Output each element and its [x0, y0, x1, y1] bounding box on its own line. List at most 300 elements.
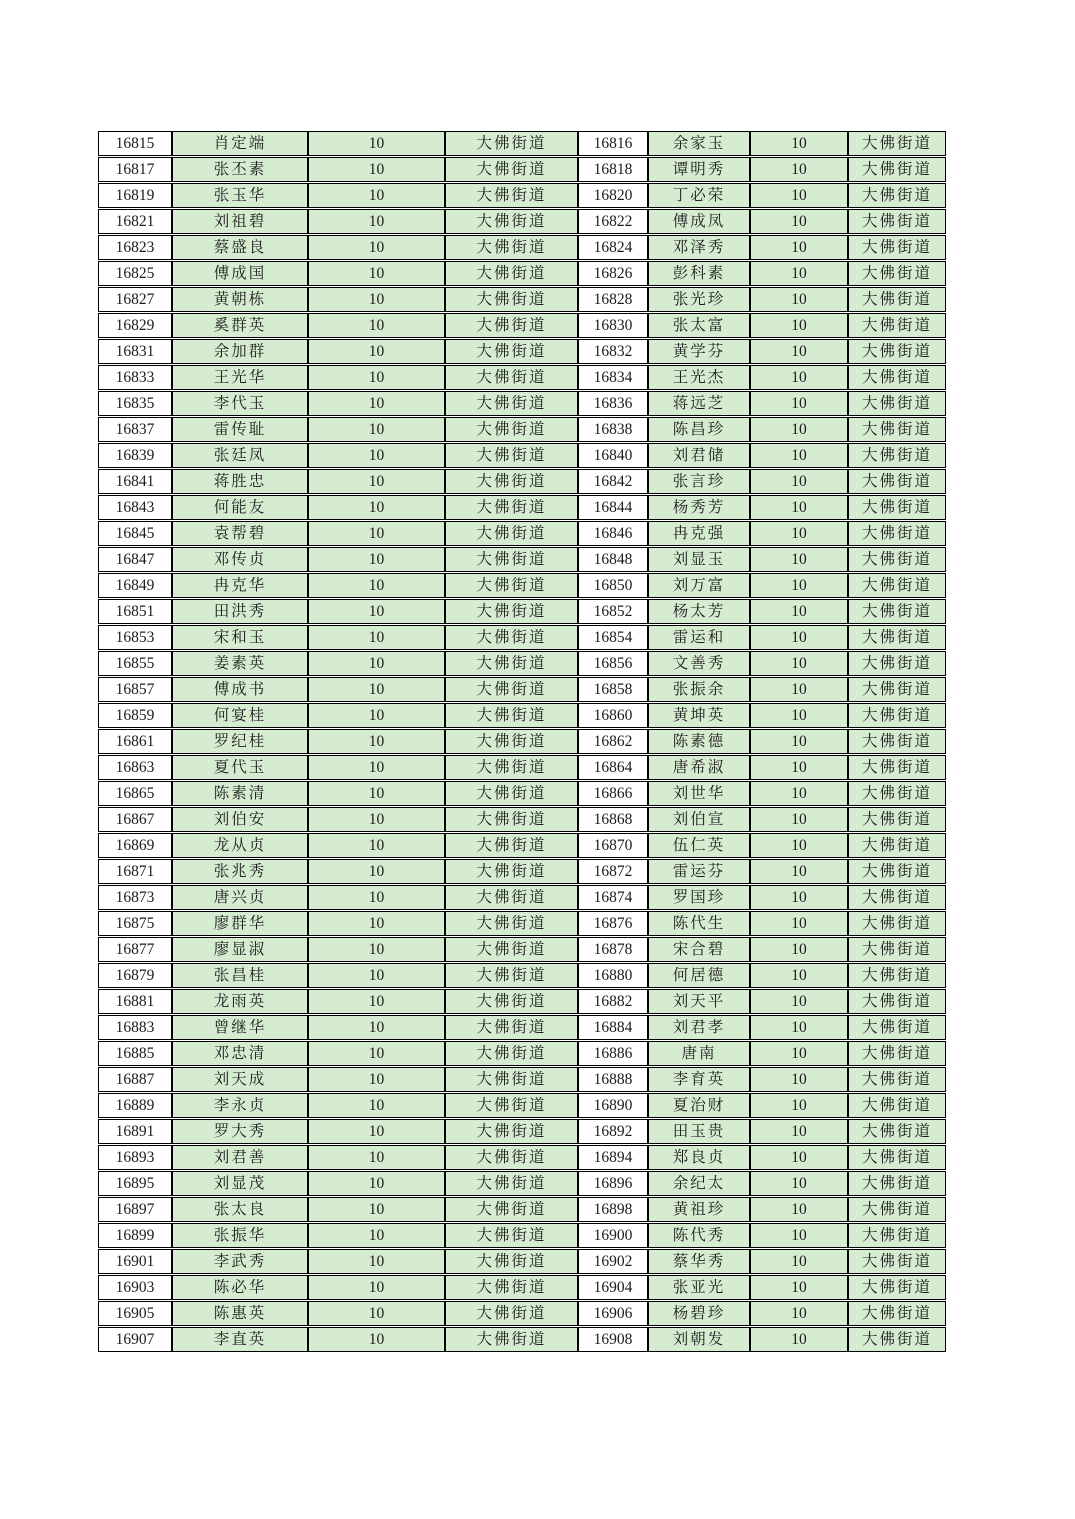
serial-cell-left: 16831 — [98, 339, 172, 364]
quantity-cell-right: 10 — [750, 1327, 848, 1352]
table-row — [98, 235, 946, 260]
serial-cell-right: 16832 — [578, 339, 648, 364]
table-row — [98, 885, 946, 910]
table-row — [98, 859, 946, 884]
roster-table-body — [98, 131, 946, 1352]
name-cell-right: 彭科素 — [648, 261, 750, 286]
table-row — [98, 1145, 946, 1170]
quantity-cell-right: 10 — [750, 1275, 848, 1300]
quantity-cell-left: 10 — [308, 469, 445, 494]
quantity-cell-right: 10 — [750, 729, 848, 754]
street-cell-left: 大佛街道 — [445, 157, 578, 182]
quantity-cell-left: 10 — [308, 963, 445, 988]
name-cell-right: 张光珍 — [648, 287, 750, 312]
serial-cell-left: 16843 — [98, 495, 172, 520]
name-cell-right: 张振余 — [648, 677, 750, 702]
street-cell-left: 大佛街道 — [445, 703, 578, 728]
name-cell-right: 雷运和 — [648, 625, 750, 650]
serial-cell-right: 16870 — [578, 833, 648, 858]
street-cell-right: 大佛街道 — [848, 807, 946, 832]
table-row — [98, 157, 946, 182]
name-cell-left: 张廷凤 — [172, 443, 308, 468]
quantity-cell-left: 10 — [308, 1249, 445, 1274]
name-cell-left: 张太良 — [172, 1197, 308, 1222]
serial-cell-right: 16908 — [578, 1327, 648, 1352]
quantity-cell-left: 10 — [308, 417, 445, 442]
name-cell-right: 田玉贵 — [648, 1119, 750, 1144]
street-cell-right: 大佛街道 — [848, 1041, 946, 1066]
name-cell-left: 陈必华 — [172, 1275, 308, 1300]
name-cell-right: 杨碧珍 — [648, 1301, 750, 1326]
serial-cell-left: 16885 — [98, 1041, 172, 1066]
name-cell-right: 陈代生 — [648, 911, 750, 936]
quantity-cell-right: 10 — [750, 209, 848, 234]
quantity-cell-left: 10 — [308, 1015, 445, 1040]
quantity-cell-right: 10 — [750, 703, 848, 728]
serial-cell-right: 16874 — [578, 885, 648, 910]
serial-cell-left: 16891 — [98, 1119, 172, 1144]
table-row — [98, 391, 946, 416]
serial-cell-right: 16906 — [578, 1301, 648, 1326]
name-cell-left: 李直英 — [172, 1327, 308, 1352]
name-cell-right: 刘天平 — [648, 989, 750, 1014]
name-cell-right: 伍仁英 — [648, 833, 750, 858]
serial-cell-right: 16902 — [578, 1249, 648, 1274]
quantity-cell-left: 10 — [308, 989, 445, 1014]
table-row — [98, 729, 946, 754]
quantity-cell-left: 10 — [308, 625, 445, 650]
name-cell-left: 陈惠英 — [172, 1301, 308, 1326]
name-cell-left: 罗大秀 — [172, 1119, 308, 1144]
table-row — [98, 963, 946, 988]
street-cell-left: 大佛街道 — [445, 1197, 578, 1222]
quantity-cell-right: 10 — [750, 417, 848, 442]
name-cell-right: 刘显玉 — [648, 547, 750, 572]
serial-cell-right: 16848 — [578, 547, 648, 572]
quantity-cell-left: 10 — [308, 131, 445, 156]
serial-cell-left: 16841 — [98, 469, 172, 494]
street-cell-left: 大佛街道 — [445, 729, 578, 754]
quantity-cell-right: 10 — [750, 937, 848, 962]
table-row — [98, 469, 946, 494]
serial-cell-right: 16844 — [578, 495, 648, 520]
street-cell-right: 大佛街道 — [848, 1197, 946, 1222]
serial-cell-right: 16838 — [578, 417, 648, 442]
street-cell-right: 大佛街道 — [848, 521, 946, 546]
serial-cell-right: 16862 — [578, 729, 648, 754]
table-row — [98, 1249, 946, 1274]
street-cell-left: 大佛街道 — [445, 365, 578, 390]
serial-cell-left: 16827 — [98, 287, 172, 312]
name-cell-left: 张丕素 — [172, 157, 308, 182]
name-cell-right: 宋合碧 — [648, 937, 750, 962]
street-cell-right: 大佛街道 — [848, 469, 946, 494]
street-cell-left: 大佛街道 — [445, 417, 578, 442]
quantity-cell-right: 10 — [750, 183, 848, 208]
street-cell-right: 大佛街道 — [848, 911, 946, 936]
name-cell-left: 罗纪桂 — [172, 729, 308, 754]
name-cell-left: 刘天成 — [172, 1067, 308, 1092]
quantity-cell-left: 10 — [308, 391, 445, 416]
serial-cell-right: 16876 — [578, 911, 648, 936]
name-cell-left: 何能友 — [172, 495, 308, 520]
serial-cell-left: 16817 — [98, 157, 172, 182]
street-cell-left: 大佛街道 — [445, 1301, 578, 1326]
quantity-cell-right: 10 — [750, 599, 848, 624]
street-cell-left: 大佛街道 — [445, 677, 578, 702]
quantity-cell-right: 10 — [750, 1119, 848, 1144]
street-cell-right: 大佛街道 — [848, 339, 946, 364]
quantity-cell-right: 10 — [750, 235, 848, 260]
serial-cell-right: 16818 — [578, 157, 648, 182]
street-cell-left: 大佛街道 — [445, 261, 578, 286]
street-cell-right: 大佛街道 — [848, 261, 946, 286]
name-cell-left: 陈素清 — [172, 781, 308, 806]
serial-cell-left: 16859 — [98, 703, 172, 728]
name-cell-left: 张昌桂 — [172, 963, 308, 988]
street-cell-left: 大佛街道 — [445, 1093, 578, 1118]
street-cell-left: 大佛街道 — [445, 313, 578, 338]
table-row — [98, 599, 946, 624]
serial-cell-right: 16898 — [578, 1197, 648, 1222]
name-cell-right: 冉克强 — [648, 521, 750, 546]
name-cell-left: 唐兴贞 — [172, 885, 308, 910]
street-cell-left: 大佛街道 — [445, 937, 578, 962]
street-cell-right: 大佛街道 — [848, 963, 946, 988]
quantity-cell-left: 10 — [308, 859, 445, 884]
quantity-cell-right: 10 — [750, 755, 848, 780]
table-row — [98, 573, 946, 598]
serial-cell-right: 16824 — [578, 235, 648, 260]
name-cell-right: 傅成凤 — [648, 209, 750, 234]
street-cell-left: 大佛街道 — [445, 755, 578, 780]
name-cell-left: 傅成国 — [172, 261, 308, 286]
table-row — [98, 833, 946, 858]
serial-cell-left: 16861 — [98, 729, 172, 754]
quantity-cell-left: 10 — [308, 1041, 445, 1066]
name-cell-left: 张兆秀 — [172, 859, 308, 884]
street-cell-right: 大佛街道 — [848, 781, 946, 806]
quantity-cell-right: 10 — [750, 963, 848, 988]
quantity-cell-left: 10 — [308, 755, 445, 780]
quantity-cell-left: 10 — [308, 495, 445, 520]
name-cell-right: 蔡华秀 — [648, 1249, 750, 1274]
street-cell-right: 大佛街道 — [848, 1119, 946, 1144]
serial-cell-left: 16847 — [98, 547, 172, 572]
name-cell-left: 雷传耻 — [172, 417, 308, 442]
street-cell-right: 大佛街道 — [848, 131, 946, 156]
quantity-cell-right: 10 — [750, 1067, 848, 1092]
name-cell-right: 刘朝发 — [648, 1327, 750, 1352]
serial-cell-left: 16899 — [98, 1223, 172, 1248]
serial-cell-right: 16890 — [578, 1093, 648, 1118]
quantity-cell-right: 10 — [750, 157, 848, 182]
quantity-cell-right: 10 — [750, 313, 848, 338]
serial-cell-right: 16864 — [578, 755, 648, 780]
serial-cell-left: 16853 — [98, 625, 172, 650]
quantity-cell-right: 10 — [750, 911, 848, 936]
serial-cell-right: 16816 — [578, 131, 648, 156]
serial-cell-left: 16881 — [98, 989, 172, 1014]
serial-cell-right: 16846 — [578, 521, 648, 546]
street-cell-left: 大佛街道 — [445, 833, 578, 858]
name-cell-right: 丁必荣 — [648, 183, 750, 208]
street-cell-right: 大佛街道 — [848, 495, 946, 520]
name-cell-right: 余家玉 — [648, 131, 750, 156]
quantity-cell-right: 10 — [750, 521, 848, 546]
quantity-cell-right: 10 — [750, 625, 848, 650]
street-cell-left: 大佛街道 — [445, 859, 578, 884]
quantity-cell-left: 10 — [308, 677, 445, 702]
name-cell-left: 肖定端 — [172, 131, 308, 156]
name-cell-right: 文善秀 — [648, 651, 750, 676]
serial-cell-right: 16828 — [578, 287, 648, 312]
street-cell-left: 大佛街道 — [445, 599, 578, 624]
name-cell-left: 蔡盛良 — [172, 235, 308, 260]
street-cell-left: 大佛街道 — [445, 1171, 578, 1196]
name-cell-left: 李永贞 — [172, 1093, 308, 1118]
serial-cell-left: 16863 — [98, 755, 172, 780]
table-row — [98, 131, 946, 156]
street-cell-left: 大佛街道 — [445, 209, 578, 234]
serial-cell-right: 16852 — [578, 599, 648, 624]
name-cell-right: 张亚光 — [648, 1275, 750, 1300]
quantity-cell-left: 10 — [308, 365, 445, 390]
serial-cell-right: 16826 — [578, 261, 648, 286]
street-cell-right: 大佛街道 — [848, 1249, 946, 1274]
name-cell-right: 何居德 — [648, 963, 750, 988]
quantity-cell-left: 10 — [308, 443, 445, 468]
quantity-cell-right: 10 — [750, 1223, 848, 1248]
name-cell-right: 余纪太 — [648, 1171, 750, 1196]
street-cell-left: 大佛街道 — [445, 469, 578, 494]
quantity-cell-right: 10 — [750, 339, 848, 364]
serial-cell-right: 16892 — [578, 1119, 648, 1144]
serial-cell-right: 16858 — [578, 677, 648, 702]
serial-cell-left: 16879 — [98, 963, 172, 988]
name-cell-right: 黄坤英 — [648, 703, 750, 728]
serial-cell-right: 16820 — [578, 183, 648, 208]
street-cell-left: 大佛街道 — [445, 1041, 578, 1066]
name-cell-left: 傅成书 — [172, 677, 308, 702]
street-cell-left: 大佛街道 — [445, 1067, 578, 1092]
table-row — [98, 521, 946, 546]
street-cell-right: 大佛街道 — [848, 599, 946, 624]
name-cell-right: 雷运芬 — [648, 859, 750, 884]
serial-cell-left: 16819 — [98, 183, 172, 208]
serial-cell-left: 16865 — [98, 781, 172, 806]
street-cell-right: 大佛街道 — [848, 547, 946, 572]
name-cell-left: 曾继华 — [172, 1015, 308, 1040]
serial-cell-left: 16897 — [98, 1197, 172, 1222]
street-cell-right: 大佛街道 — [848, 1015, 946, 1040]
serial-cell-right: 16878 — [578, 937, 648, 962]
name-cell-right: 黄学芬 — [648, 339, 750, 364]
quantity-cell-right: 10 — [750, 885, 848, 910]
serial-cell-left: 16903 — [98, 1275, 172, 1300]
table-row — [98, 339, 946, 364]
quantity-cell-right: 10 — [750, 547, 848, 572]
name-cell-right: 蒋远芝 — [648, 391, 750, 416]
street-cell-right: 大佛街道 — [848, 365, 946, 390]
street-cell-left: 大佛街道 — [445, 1119, 578, 1144]
quantity-cell-right: 10 — [750, 495, 848, 520]
street-cell-right: 大佛街道 — [848, 209, 946, 234]
table-row — [98, 1275, 946, 1300]
serial-cell-left: 16887 — [98, 1067, 172, 1092]
table-row — [98, 313, 946, 338]
table-row — [98, 1171, 946, 1196]
name-cell-left: 廖群华 — [172, 911, 308, 936]
street-cell-right: 大佛街道 — [848, 755, 946, 780]
name-cell-right: 唐希淑 — [648, 755, 750, 780]
serial-cell-left: 16889 — [98, 1093, 172, 1118]
name-cell-left: 龙从贞 — [172, 833, 308, 858]
serial-cell-left: 16877 — [98, 937, 172, 962]
table-row — [98, 261, 946, 286]
street-cell-left: 大佛街道 — [445, 911, 578, 936]
street-cell-left: 大佛街道 — [445, 963, 578, 988]
name-cell-left: 何宴桂 — [172, 703, 308, 728]
name-cell-right: 陈昌珍 — [648, 417, 750, 442]
name-cell-right: 陈代秀 — [648, 1223, 750, 1248]
street-cell-left: 大佛街道 — [445, 989, 578, 1014]
serial-cell-right: 16896 — [578, 1171, 648, 1196]
quantity-cell-right: 10 — [750, 287, 848, 312]
table-row — [98, 677, 946, 702]
quantity-cell-left: 10 — [308, 651, 445, 676]
street-cell-left: 大佛街道 — [445, 183, 578, 208]
table-row — [98, 365, 946, 390]
table-row — [98, 1041, 946, 1066]
quantity-cell-left: 10 — [308, 157, 445, 182]
name-cell-left: 冉克华 — [172, 573, 308, 598]
quantity-cell-left: 10 — [308, 573, 445, 598]
name-cell-right: 张言珍 — [648, 469, 750, 494]
street-cell-left: 大佛街道 — [445, 547, 578, 572]
street-cell-right: 大佛街道 — [848, 833, 946, 858]
street-cell-right: 大佛街道 — [848, 625, 946, 650]
name-cell-right: 杨太芳 — [648, 599, 750, 624]
quantity-cell-left: 10 — [308, 885, 445, 910]
street-cell-left: 大佛街道 — [445, 339, 578, 364]
serial-cell-left: 16901 — [98, 1249, 172, 1274]
quantity-cell-left: 10 — [308, 1223, 445, 1248]
serial-cell-left: 16857 — [98, 677, 172, 702]
street-cell-left: 大佛街道 — [445, 781, 578, 806]
street-cell-left: 大佛街道 — [445, 1145, 578, 1170]
quantity-cell-right: 10 — [750, 469, 848, 494]
quantity-cell-right: 10 — [750, 781, 848, 806]
serial-cell-right: 16886 — [578, 1041, 648, 1066]
street-cell-right: 大佛街道 — [848, 859, 946, 884]
quantity-cell-right: 10 — [750, 1197, 848, 1222]
quantity-cell-left: 10 — [308, 1093, 445, 1118]
street-cell-right: 大佛街道 — [848, 937, 946, 962]
table-row — [98, 287, 946, 312]
street-cell-left: 大佛街道 — [445, 391, 578, 416]
street-cell-left: 大佛街道 — [445, 1223, 578, 1248]
street-cell-right: 大佛街道 — [848, 1223, 946, 1248]
name-cell-left: 王光华 — [172, 365, 308, 390]
table-row — [98, 911, 946, 936]
street-cell-left: 大佛街道 — [445, 495, 578, 520]
street-cell-left: 大佛街道 — [445, 1275, 578, 1300]
name-cell-left: 刘君善 — [172, 1145, 308, 1170]
quantity-cell-right: 10 — [750, 131, 848, 156]
quantity-cell-left: 10 — [308, 287, 445, 312]
street-cell-left: 大佛街道 — [445, 573, 578, 598]
name-cell-left: 张振华 — [172, 1223, 308, 1248]
table-row — [98, 1015, 946, 1040]
serial-cell-right: 16904 — [578, 1275, 648, 1300]
serial-cell-left: 16895 — [98, 1171, 172, 1196]
street-cell-left: 大佛街道 — [445, 131, 578, 156]
name-cell-left: 张玉华 — [172, 183, 308, 208]
quantity-cell-right: 10 — [750, 261, 848, 286]
quantity-cell-left: 10 — [308, 261, 445, 286]
table-row — [98, 417, 946, 442]
serial-cell-left: 16821 — [98, 209, 172, 234]
name-cell-right: 黄祖珍 — [648, 1197, 750, 1222]
street-cell-left: 大佛街道 — [445, 807, 578, 832]
serial-cell-left: 16825 — [98, 261, 172, 286]
street-cell-left: 大佛街道 — [445, 1015, 578, 1040]
street-cell-right: 大佛街道 — [848, 1171, 946, 1196]
serial-cell-right: 16836 — [578, 391, 648, 416]
table-row — [98, 443, 946, 468]
quantity-cell-left: 10 — [308, 547, 445, 572]
quantity-cell-right: 10 — [750, 1301, 848, 1326]
serial-cell-right: 16850 — [578, 573, 648, 598]
table-row — [98, 651, 946, 676]
name-cell-left: 田洪秀 — [172, 599, 308, 624]
serial-cell-right: 16888 — [578, 1067, 648, 1092]
street-cell-right: 大佛街道 — [848, 1327, 946, 1352]
quantity-cell-right: 10 — [750, 1249, 848, 1274]
street-cell-right: 大佛街道 — [848, 677, 946, 702]
street-cell-right: 大佛街道 — [848, 183, 946, 208]
name-cell-right: 刘君储 — [648, 443, 750, 468]
street-cell-right: 大佛街道 — [848, 989, 946, 1014]
name-cell-left: 李武秀 — [172, 1249, 308, 1274]
serial-cell-right: 16854 — [578, 625, 648, 650]
street-cell-left: 大佛街道 — [445, 521, 578, 546]
serial-cell-right: 16842 — [578, 469, 648, 494]
quantity-cell-right: 10 — [750, 651, 848, 676]
quantity-cell-left: 10 — [308, 1171, 445, 1196]
street-cell-left: 大佛街道 — [445, 885, 578, 910]
quantity-cell-right: 10 — [750, 1171, 848, 1196]
street-cell-right: 大佛街道 — [848, 651, 946, 676]
table-row — [98, 209, 946, 234]
quantity-cell-left: 10 — [308, 1327, 445, 1352]
quantity-cell-left: 10 — [308, 1145, 445, 1170]
table-row — [98, 1223, 946, 1248]
serial-cell-left: 16851 — [98, 599, 172, 624]
name-cell-left: 余加群 — [172, 339, 308, 364]
quantity-cell-left: 10 — [308, 235, 445, 260]
serial-cell-left: 16823 — [98, 235, 172, 260]
quantity-cell-right: 10 — [750, 833, 848, 858]
street-cell-left: 大佛街道 — [445, 443, 578, 468]
table-row — [98, 755, 946, 780]
name-cell-right: 刘君孝 — [648, 1015, 750, 1040]
name-cell-right: 刘世华 — [648, 781, 750, 806]
name-cell-left: 李代玉 — [172, 391, 308, 416]
name-cell-right: 刘万富 — [648, 573, 750, 598]
table-row — [98, 625, 946, 650]
